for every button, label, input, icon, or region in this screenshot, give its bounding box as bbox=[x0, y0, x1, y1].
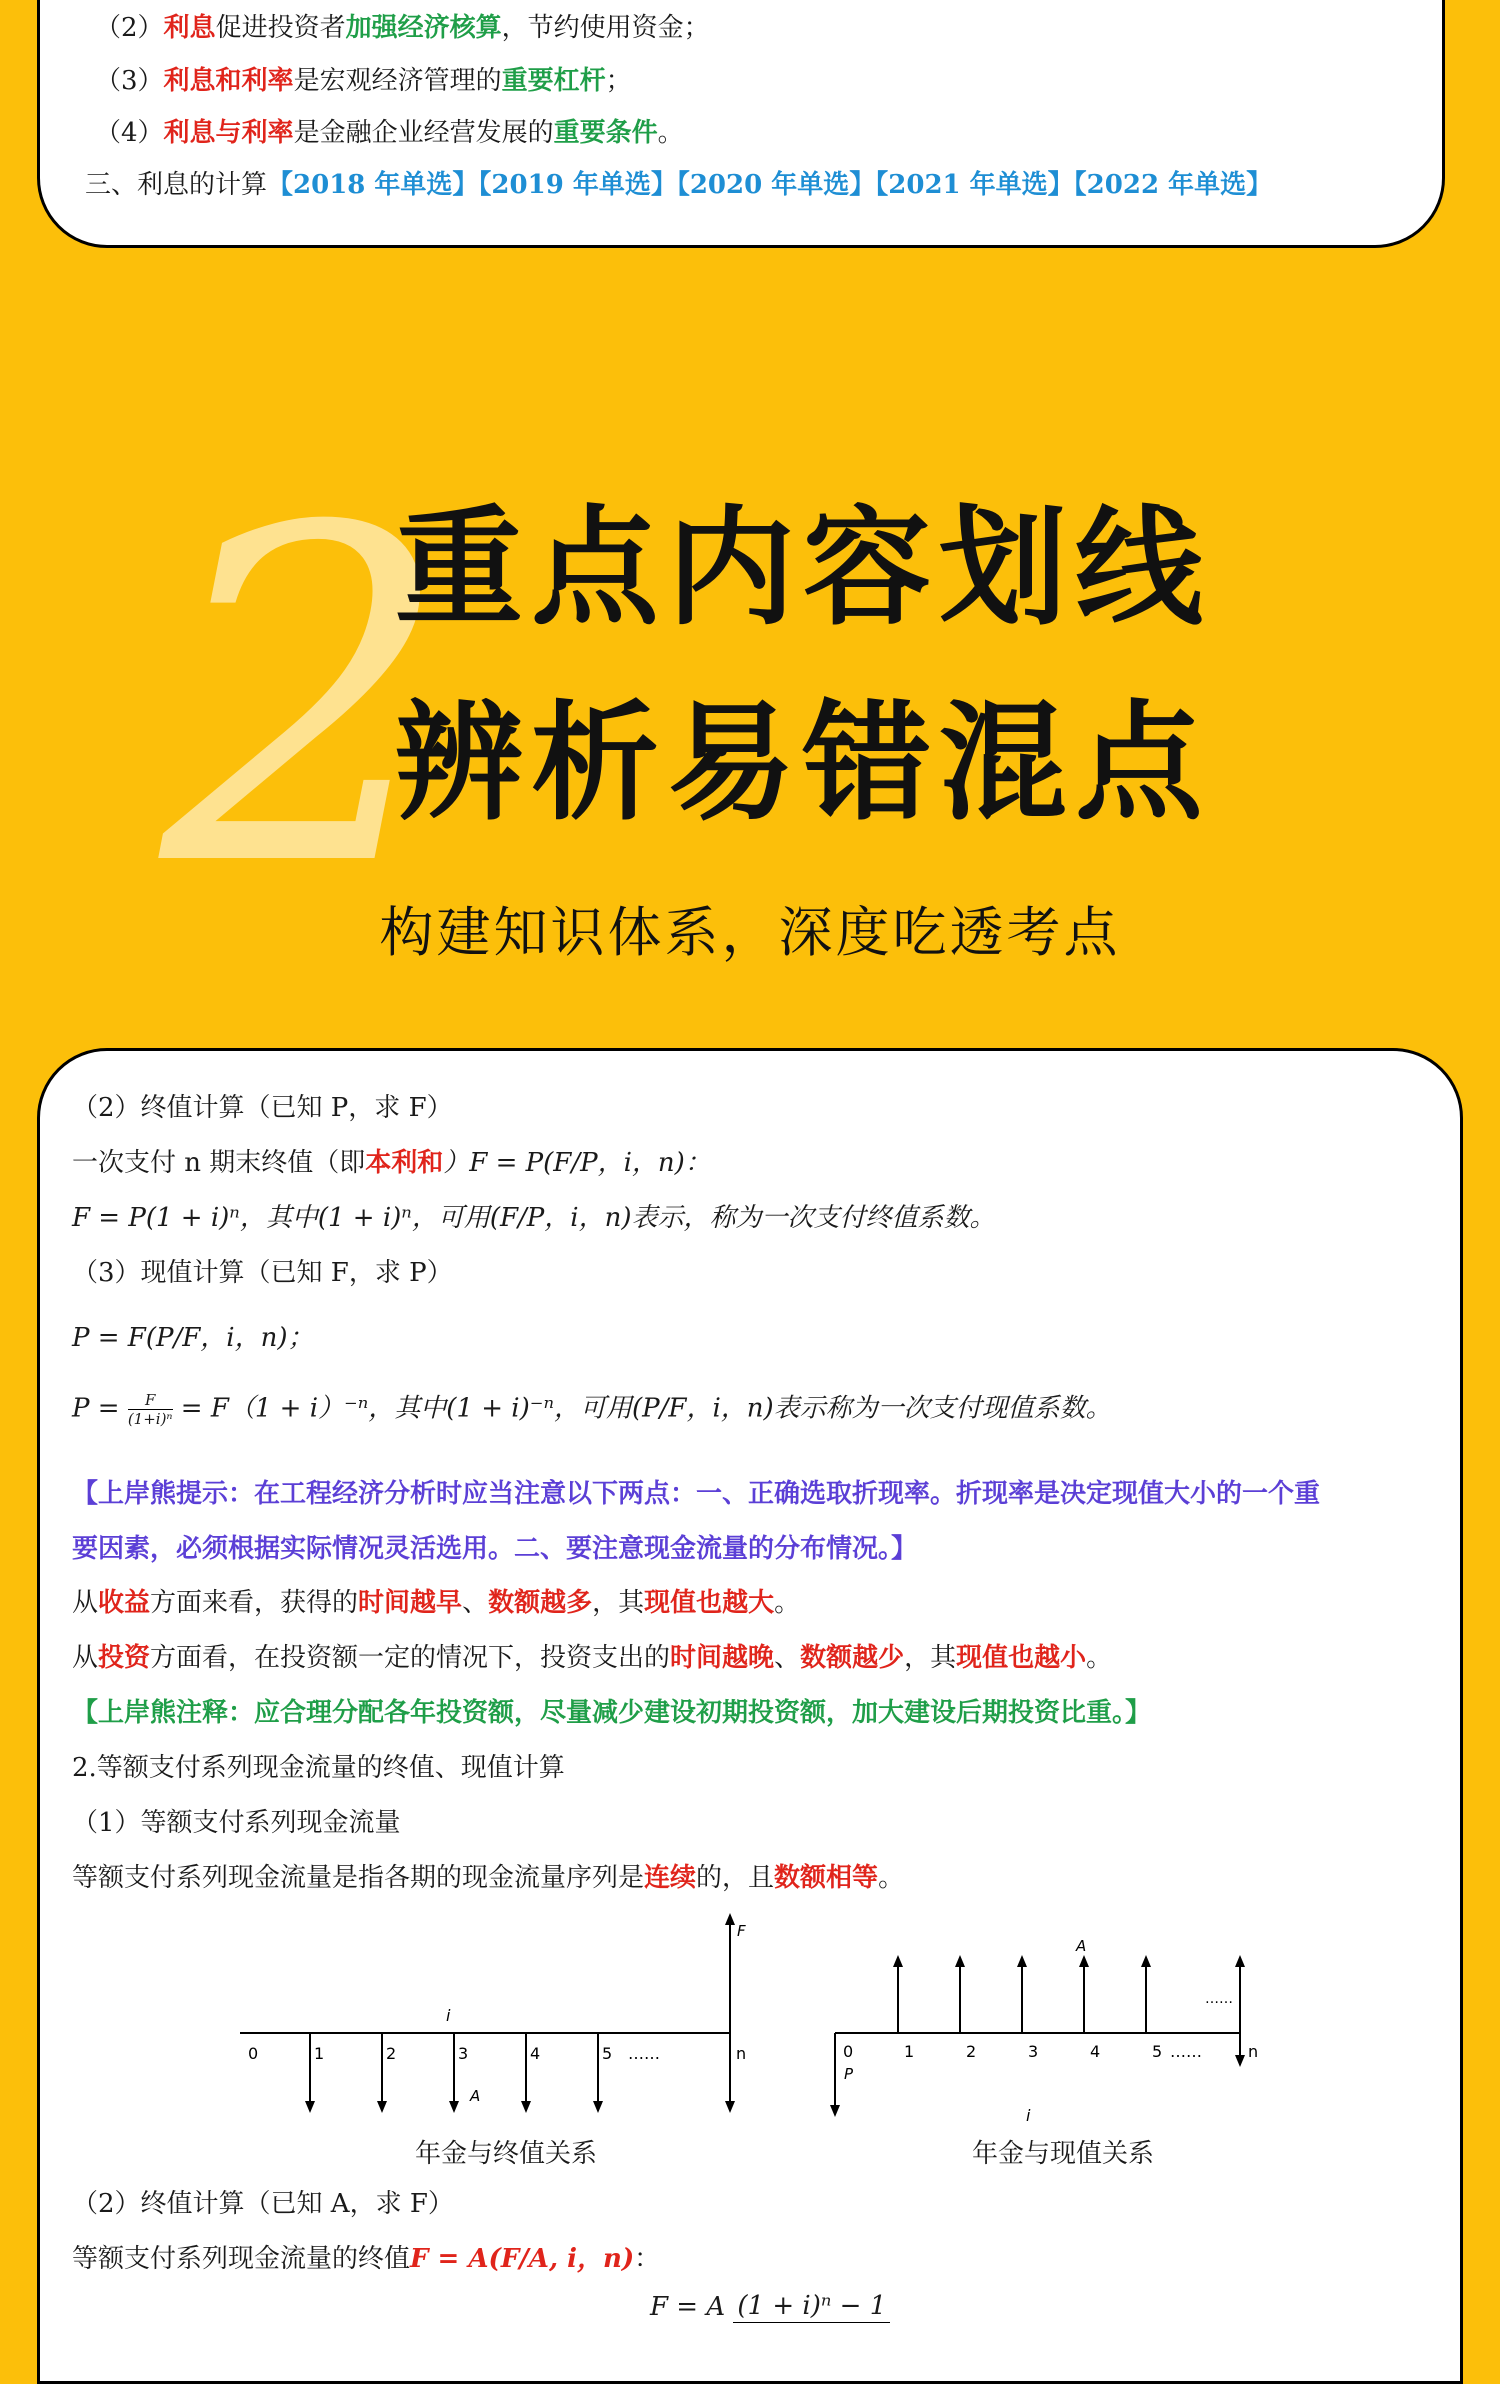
diagram1-caption: 年金与终值关系 bbox=[415, 2139, 598, 2169]
note-line: 【上岸熊注释：应合理分配各年投资额，尽量减少建设初期投资额，加大建设后期投资比重。】 bbox=[72, 1698, 1152, 1728]
p-arrowhead bbox=[830, 2105, 840, 2117]
tick-n: n bbox=[736, 2044, 747, 2063]
tick-4: 4 bbox=[1090, 2042, 1101, 2061]
banner-title-1: 重点内容划线 bbox=[395, 494, 1212, 643]
annuity-future-diagram bbox=[230, 1911, 760, 2141]
tick-4: 4 bbox=[530, 2044, 541, 2063]
i-label: i bbox=[1026, 2106, 1031, 2125]
banner-title-2: 辨析易错混点 bbox=[395, 689, 1212, 838]
big-number-two: 2 bbox=[160, 432, 453, 967]
tick-ellipsis: …… bbox=[1170, 2042, 1202, 2061]
tick-3: 3 bbox=[458, 2044, 469, 2063]
tick-0: 0 bbox=[843, 2042, 854, 2061]
tick-5: 5 bbox=[602, 2044, 613, 2063]
a-arrowheads bbox=[893, 1955, 1245, 1967]
a-arrows bbox=[310, 2033, 730, 2107]
formula-present: P = $\frac{F}{\text{(1+i)ⁿ}}$ = F（1 + i）⁻ⁿ，其中(1 + i)⁻ⁿ，可用(P/F，i，n)表示称为一次支付现值系数。 bbox=[72, 1391, 1112, 1428]
section-final-value: （2）终值计算（已知 P，求 F） bbox=[72, 1093, 453, 1123]
annuity-present-diagram bbox=[800, 1911, 1280, 2141]
top-line-heading: 三、利息的计算【2018 年单选】【2019 年单选】【2020 年单选】【2021 年单选】【2022 年单选】 bbox=[85, 170, 1273, 200]
a-arrows bbox=[898, 1961, 1240, 2033]
p-label: P bbox=[844, 2065, 854, 2083]
tip-line-1: 【上岸熊提示：在工程经济分析时应当注意以下两点：一、正确选取折现率。折现率是决定现值大小的一个重 bbox=[72, 1479, 1321, 1509]
f-arrowhead bbox=[725, 1913, 735, 1925]
investment-line: 从投资方面看，在投资额一定的情况下，投资支出的时间越晚、数额越少，其现值也越小。 bbox=[72, 1643, 1113, 1673]
top-line-4: （4）利息与利率是金融企业经营发展的重要条件。 bbox=[95, 118, 684, 148]
section-equal-payment: 2.等额支付系列现金流量的终值、现值计算 bbox=[72, 1753, 565, 1783]
tick-n: n bbox=[1248, 2042, 1259, 2061]
final-value-line: 等额支付系列现金流量的终值F = A(F/A, i，n)： bbox=[72, 2244, 661, 2274]
bottom-card bbox=[37, 1048, 1463, 2384]
a-label: A bbox=[1076, 1937, 1087, 1955]
i-label: i bbox=[446, 2006, 451, 2025]
final-value-formula: F = A (1 + i)ⁿ − 1 bbox=[650, 2291, 890, 2323]
income-line: 从收益方面来看，获得的时间越早、数额越多，其现值也越大。 bbox=[72, 1588, 801, 1618]
top-line-2: （2）利息促进投资者加强经济核算，节约使用资金； bbox=[95, 13, 710, 43]
single-payment-line: 一次支付 n 期末终值（即本利和）F = P(F/P，i，n)： bbox=[72, 1148, 711, 1178]
section-present-value: （3）现值计算（已知 F，求 P） bbox=[72, 1258, 453, 1288]
tick-1: 1 bbox=[904, 2042, 915, 2061]
tick-2: 2 bbox=[966, 2042, 977, 2061]
top-line-3: （3）利息和利率是宏观经济管理的重要杠杆； bbox=[95, 66, 632, 96]
fraction: $\frac{F}{\text{(1+i)ⁿ}}$ bbox=[127, 1391, 173, 1428]
tick-1: 1 bbox=[314, 2044, 325, 2063]
a-arrowheads bbox=[305, 2101, 735, 2113]
top-card bbox=[37, 0, 1445, 248]
equal-series-definition: 等额支付系列现金流量是指各期的现金流量序列是连续的，且数额相等。 bbox=[72, 1863, 905, 1893]
f-label: F bbox=[737, 1922, 746, 1940]
banner-subtitle: 构建知识体系，深度吃透考点 bbox=[379, 901, 1121, 964]
formula-pf: P = F(P/F，i，n)； bbox=[72, 1323, 314, 1353]
upper-ellipsis: …… bbox=[1205, 1991, 1233, 2007]
tick-ellipsis: …… bbox=[628, 2044, 660, 2063]
tick-3: 3 bbox=[1028, 2042, 1039, 2061]
tick-5: 5 bbox=[1152, 2042, 1163, 2061]
subsection-equal-series: （1）等额支付系列现金流量 bbox=[72, 1808, 401, 1838]
diagram2-caption: 年金与现值关系 bbox=[972, 2139, 1155, 2169]
tick-0: 0 bbox=[248, 2044, 259, 2063]
tip-line-2: 要因素，必须根据实际情况灵活选用。二、要注意现金流量的分布情况。】 bbox=[72, 1534, 918, 1564]
subsection-final-value: （2）终值计算（已知 A，求 F） bbox=[72, 2189, 454, 2219]
a-label: A bbox=[470, 2087, 481, 2105]
formula-final: F = P(1 + i)ⁿ，其中(1 + i)ⁿ，可用(F/P，i，n)表示，称为一次支付终值系数。 bbox=[72, 1203, 996, 1233]
tick-2: 2 bbox=[386, 2044, 397, 2063]
